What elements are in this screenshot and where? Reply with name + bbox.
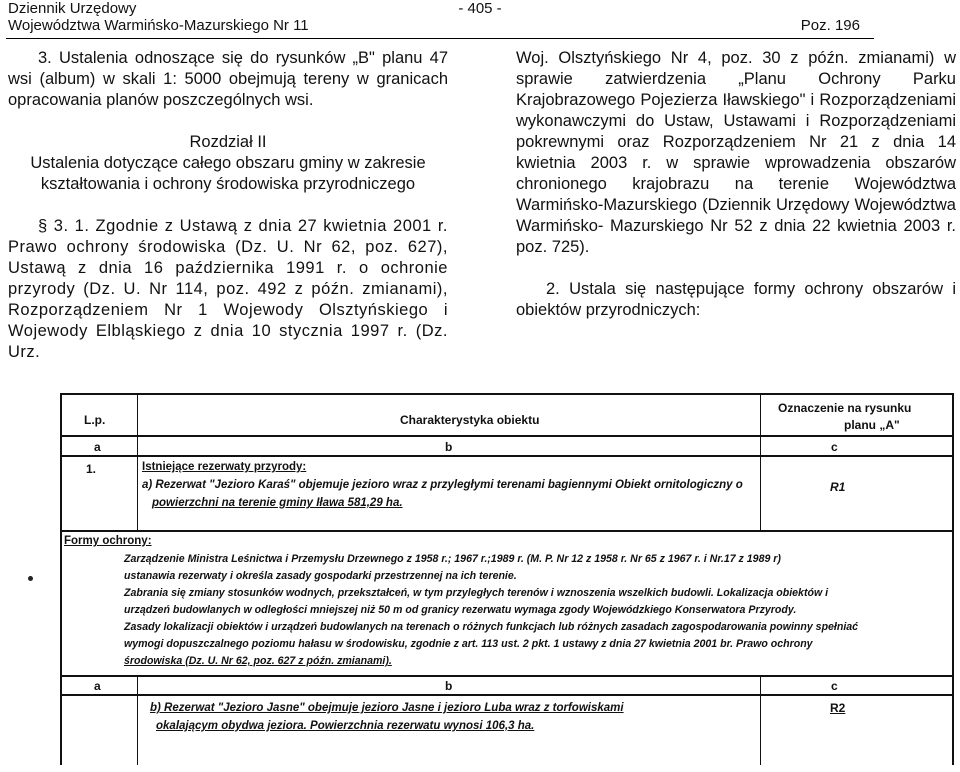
header-rule <box>6 38 874 39</box>
column-header-characteristics: Charakterystyka obiektu <box>400 413 540 427</box>
chapter-title: Rozdział II <box>189 133 267 151</box>
subheader-b: b <box>445 440 453 454</box>
nature-reserves-table <box>60 393 954 765</box>
right-column <box>516 48 956 321</box>
forms-line-2: ustanawia rezerwaty i określa zasady gospodarki przestrzennej na ich terenie. <box>124 570 517 582</box>
row2-mark: R2 <box>830 701 846 715</box>
left-column <box>8 48 448 363</box>
row1-line2: powierzchni na terenie gminy Iława 581,29 ha. <box>152 497 403 509</box>
forms-line-1: Zarządzenie Ministra Leśnictwa i Przemysłu Drzewnego z 1958 r.; 1967 r.;1989 r. (M. P. Nr 12 z 1958 r. Nr 65 z 1967 r. i Nr.17 z 1989 r) <box>124 553 781 565</box>
row1-line1: a) Rezerwat "Jezioro Karaś" objemuje jezioro wraz z przyległymi terenami bagiennymi Obiekt ornitologiczny o <box>142 479 743 491</box>
row1-mark: R1 <box>830 480 846 494</box>
row2-sub-b: b <box>445 679 453 693</box>
row1-title: Istniejące rezerwaty przyrody: <box>142 461 307 473</box>
forms-line-3: Zabrania się zmiany stosunków wodnych, przekształceń, w tym przyległych terenów i wznoszenia wszelkich budowli. Lokalizacja obiektów i <box>124 587 829 599</box>
row2-line1: b) Rezerwat "Jezioro Jasne" obejmuje jezioro Jasne i jezioro Luba wraz z torfowiskami <box>150 702 624 714</box>
scan-speck <box>28 576 33 581</box>
forms-line-7: środowiska (Dz. U. Nr 62, poz. 627 z późn. zmianami). <box>124 655 392 667</box>
forms-title: Formy ochrony: <box>64 535 152 547</box>
paragraph-forms: 2. Ustala się następujące formy ochrony obszarów i obiektów przyrodniczych: <box>516 280 956 319</box>
chapter-subtitle: Ustalenia dotyczące całego obszaru gminy w zakresie kształtowania i ochrony środowiska przyrodniczego <box>30 154 426 193</box>
position-number: Poz. 196 <box>800 17 860 34</box>
column-header-mark-line1: Oznaczenie na rysunku <box>778 401 912 415</box>
row2-sub-a: a <box>94 679 101 693</box>
subheader-a: a <box>94 440 101 454</box>
forms-line-6: wymogi dopuszczalnego poziomu hałasu w środowisku, zgodnie z art. 113 ust. 2 pkt. 1 ustawy z dnia 27 kwietnia 2001 br. Prawo ochrony <box>124 638 813 650</box>
forms-line-5: Zasady lokalizacji obiektów i urządzeń budowlanych na terenach o różnych funkcjach lub różnych zasadach zagospodarowania powinny spełniać <box>124 621 859 633</box>
forms-line-4: urządzeń budowlanych w odległości mniejszej niż 50 m od granicy rezerwatu wymaga zgody Wojewódzkiego Konserwatora Przyrody. <box>124 604 797 616</box>
row1-number: 1. <box>86 462 97 476</box>
subheader-c: c <box>831 440 838 454</box>
row2-line2: okalającym obydwa jeziora. Powierzchnia rezerwatu wynosi 106,3 ha. <box>156 720 535 732</box>
page-number: - 405 - <box>458 0 502 17</box>
paragraph-section-3: § 3. 1. Zgodnie z Ustawą z dnia 27 kwietnia 2001 r. Prawo ochrony środowiska (Dz. U. Nr 62, poz. 627), Ustawą z dnia 16 października 1991 r. o ochronie przyrody (Dz. U. Nr 114, poz. 492 z późn. zmianami), Rozporządzeniem Nr 1 Wojewody Olsztyńskiego i Wojewody Elbląskiego z dnia 10 stycznia 1997 r. (Dz. Urz. <box>8 217 448 361</box>
journal-title: Dziennik Urzędowy <box>8 0 137 17</box>
journal-region: Województwa Warmińsko-Mazurskiego Nr 11 <box>8 17 309 34</box>
paragraph-rysunki: 3. Ustalenia odnoszące się do rysunków „B" planu 47 wsi (album) w skali 1: 5000 obejmują tereny w granicach opracowania planów poszczególnych wsi. <box>8 49 448 109</box>
column-header-lp: L.p. <box>84 413 106 427</box>
column-header-mark-line2: planu „A" <box>844 418 900 432</box>
row2-sub-c: c <box>831 679 838 693</box>
paragraph-continuation: Woj. Olsztyńskiego Nr 4, poz. 30 z późn. zmianami) w sprawie zatwierdzenia „Planu Ochrony Parku Krajobrazowego Pojezierza Iławskiego" i Rozporządzeniami wykonawczymi do Ustaw, Ustawami i Rozporządzeniami pokrewnymi oraz Rozporządzeniem Nr 21 z dnia 14 kwietnia 2003 r. w sprawie wprowadzenia obszarów chronionego krajobrazu na terenie Województwa Warmińsko-Mazurskiego (Dziennik Urzędowy Województwa Warmińsko- Mazurskiego Nr 52 z dnia 22 kwietnia 2003 r. poz. 725). <box>516 49 956 256</box>
